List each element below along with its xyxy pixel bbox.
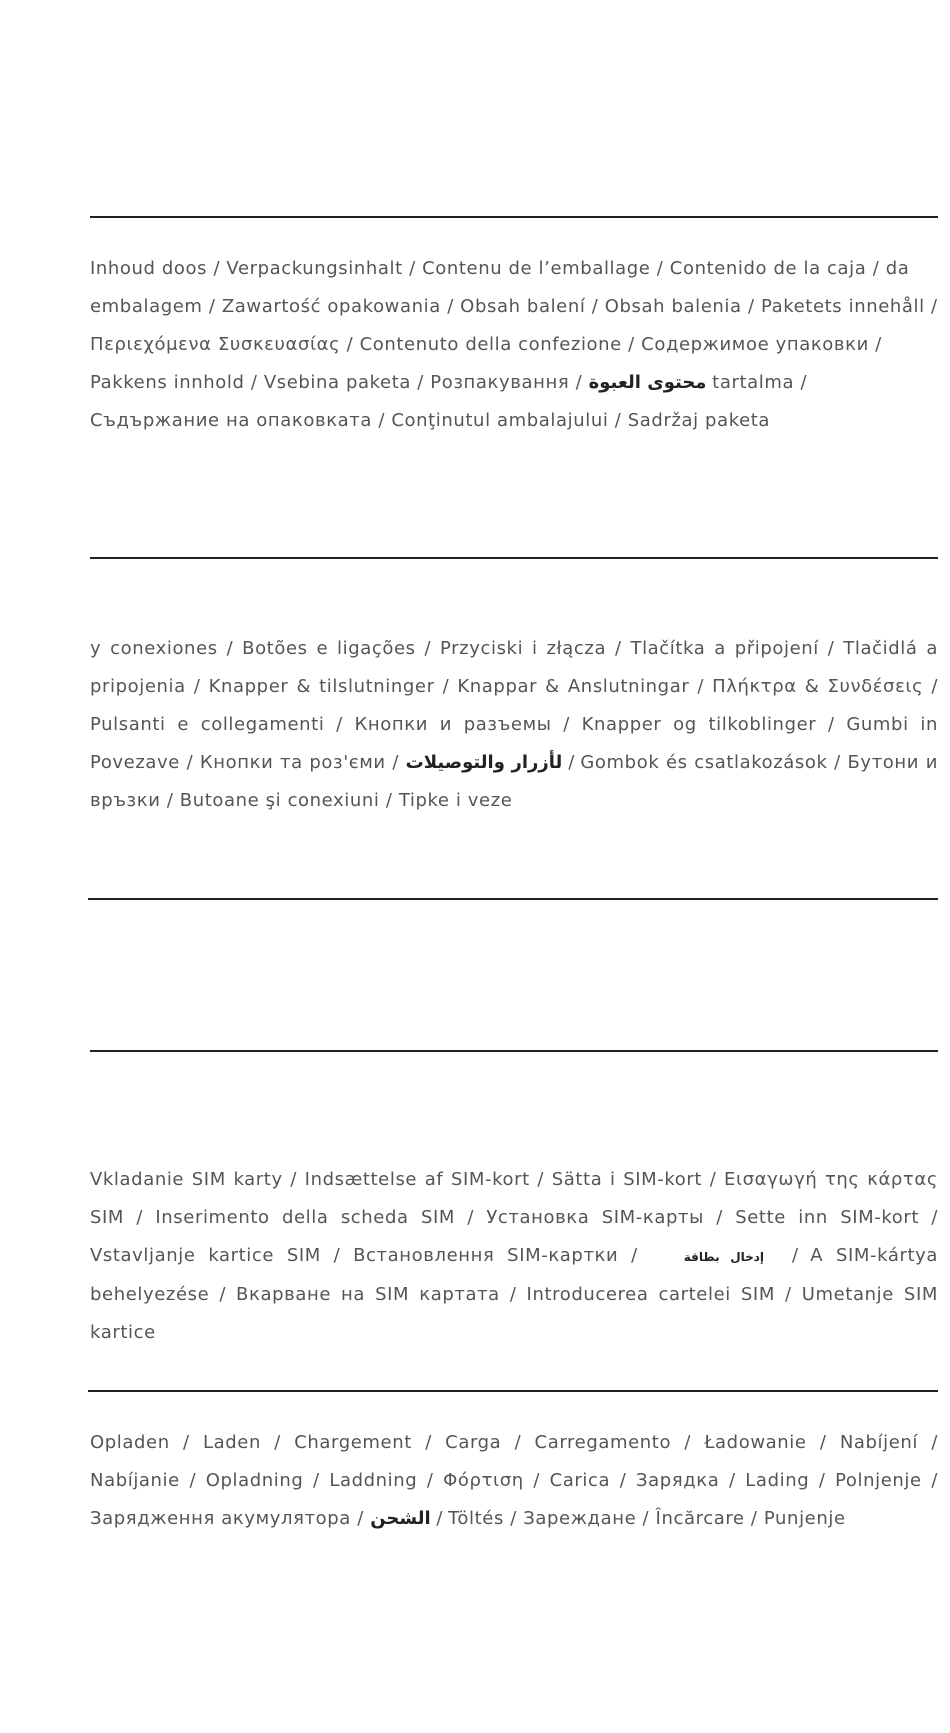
divider-1 — [90, 216, 938, 218]
buttons-connections-text-1: y conexiones / Botões e ligações / Przyciski i złącza / Tlačítka a připojení / Tlačidlá a pripojenia / Knapper & tilslutninger / Knappar & Anslutningar / Πλήκτρα & Συνδέσεις / Pulsanti e collegamenti / Кнопки и разъемы / Knapper og tilkoblinger / Gumbi in Povezave / Кнопки та роз'єми / — [90, 638, 938, 773]
divider-5 — [88, 1390, 938, 1392]
sim-insertion-paragraph — [90, 1161, 938, 1352]
divider-2 — [90, 557, 938, 559]
charging-arabic-text: الشحن — [370, 1508, 431, 1529]
package-contents-text-2: tartalma / Съдържание на опаковката / Conţinutul ambalajului / Sadržaj paketa — [90, 372, 808, 431]
sim-insertion-text-1: Vkladanie SIM karty / Indsættelse af SIM-kort / Sätta i SIM-kort / Εισαγωγή της κάρτας SIM / Inserimento della scheda SIM / Установка SIM-карты / Sette inn SIM-kort / Vstavljanje kartice SIM / Встановлення SIM-картки / — [90, 1169, 938, 1266]
package-contents-text-1: Inhoud doos / Verpackungsinhalt / Contenu de l’emballage / Contenido de la caja / da embalagem / Zawartość opakowania / Obsah balení / Obsah balenia / Paketets innehåll / Περιεχόμενα Συσκευασίας / Contenuto della confezione / Содержимое упаковки / Pakkens innhold / Vsebina paketa / Розпакування / — [90, 258, 938, 393]
divider-3 — [88, 898, 938, 900]
buttons-connections-paragraph — [90, 630, 938, 820]
divider-4 — [90, 1050, 938, 1052]
package-contents-paragraph — [90, 250, 938, 440]
charging-text-2: / Töltés / Зареждане / Încărcare / Punjenje — [430, 1508, 846, 1529]
sim-insertion-arabic-text: إدخال بطاقة — [683, 1250, 765, 1264]
buttons-connections-text-2: / Gombok és csatlakozások / Бутони и връзки / Butoane şi conexiuni / Tipke i veze — [90, 752, 938, 811]
charging-paragraph — [90, 1424, 938, 1538]
package-contents-arabic-text: محتوى العبوة — [588, 372, 707, 393]
charging-text-1: Opladen / Laden / Chargement / Carga / Carregamento / Ładowanie / Nabíjení / Nabíjanie / Opladning / Laddning / Φόρτιση / Carica / Зарядка / Lading / Polnjenje / Зарядження акумулятора / — [90, 1432, 938, 1529]
buttons-connections-arabic-text: لأزرار والتوصيلات — [405, 752, 563, 773]
sim-insertion-text-2: / A SIM-kártya behelyezése / Вкарване на SIM картата / Introducerea cartelei SIM / Umetanje SIM kartice — [90, 1245, 938, 1343]
